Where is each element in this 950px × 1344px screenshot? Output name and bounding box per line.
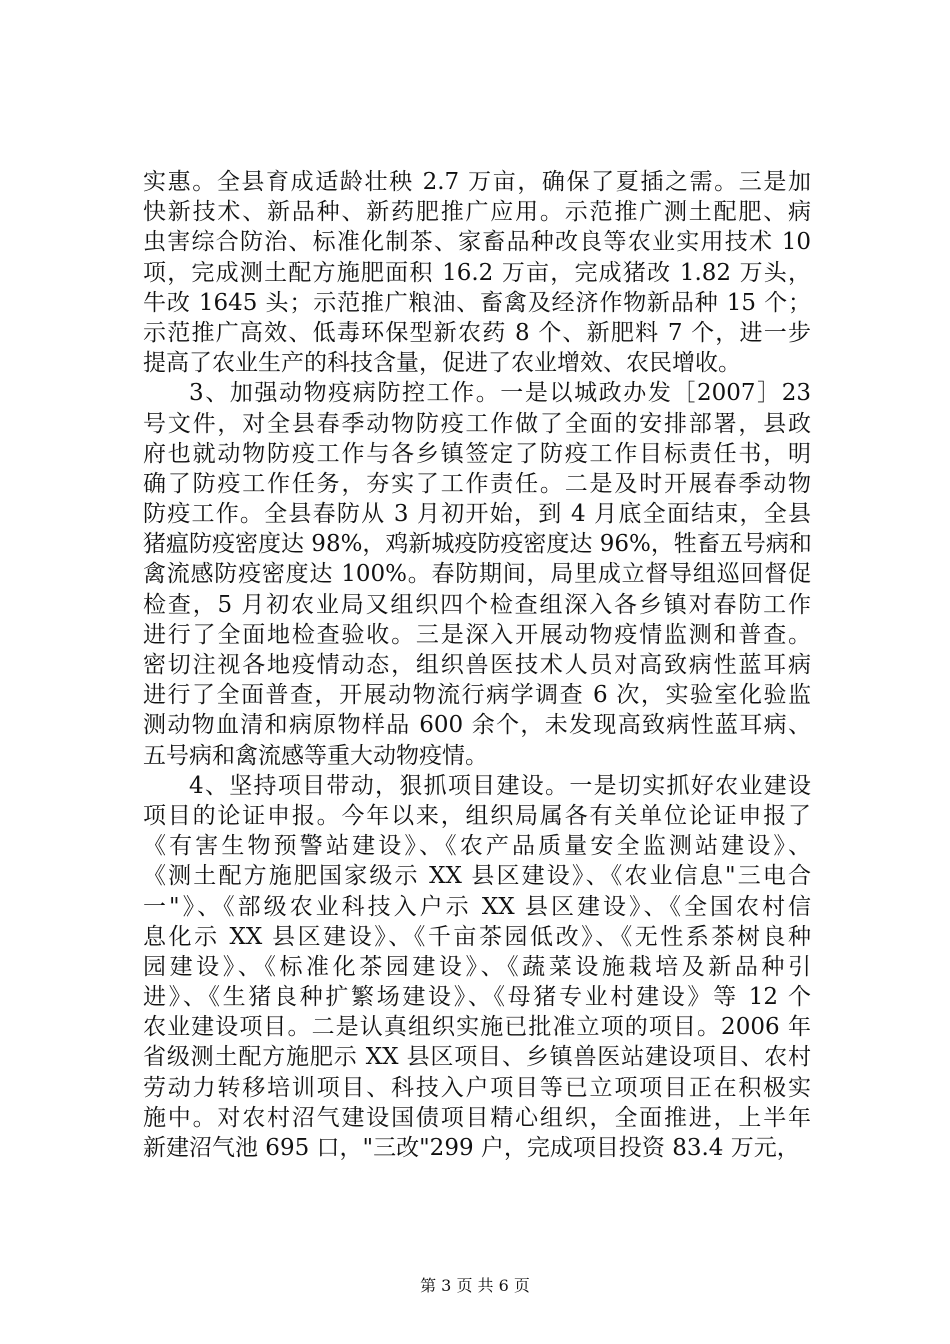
text-line: 防疫工作。全县春防从 3 月初开始，到 4 月底全面结束，全县 [143,501,811,528]
text-line: 《测土配方施肥国家级示 XX 县区建设》、《农业信息"三电合 [143,863,811,890]
text-line: 《有害生物预警站建设》、《农产品质量安全监测站建设》、 [143,833,811,860]
text-line: 猪瘟防疫密度达 98%，鸡新城疫防疫密度达 96%，牲畜五号病和 [143,531,812,558]
text-line: 3、加强动物疫病防控工作。一是以城政办发［2007］23 [189,380,811,407]
text-line: 4、坚持项目带动，狠抓项目建设。一是切实抓好农业建设 [189,772,811,799]
text-line: 虫害综合防治、标准化制茶、家畜品种改良等农业实用技术 10 [143,229,811,256]
document-body [143,167,811,1163]
text-line: 牛改 1645 头；示范推广粮油、畜禽及经济作物新品种 15 个； [143,289,811,316]
text-line: 新建沼气池 695 口，"三改"299 户，完成项目投资 83.4 万元， [143,1135,800,1161]
text-line: 五号病和禽流感等重大动物疫情。 [143,742,488,769]
text-line: 一"》、《部级农业科技入户示 XX 县区建设》、《全国农村信 [143,893,811,920]
text-line: 提高了农业生产的科技含量，促进了农业增效、农民增收。 [143,350,741,377]
text-line: 农业建设项目。二是认真组织实施已批准立项的项目。2006 年 [143,1014,811,1041]
text-line: 省级测土配方施肥示 XX 县区项目、乡镇兽医站建设项目、农村 [143,1044,811,1071]
page-footer: 第 3 页 共 6 页 [420,1276,530,1295]
text-line: 快新技术、新品种、新药肥推广应用。示范推广测土配肥、病 [143,199,811,226]
paragraph [143,167,811,378]
text-line: 示范推广高效、低毒环保型新农药 8 个、新肥料 7 个，进一步 [143,319,811,346]
text-line: 项，完成测土配方施肥面积 16.2 万亩，完成猪改 1.82 万头， [143,259,811,286]
text-line: 检查，5 月初农业局又组织四个检查组深入各乡镇对春防工作 [143,591,811,618]
text-line: 项目的论证申报。今年以来，组织局属各有关单位论证申报了 [143,802,811,829]
paragraph [143,378,811,770]
text-line: 实惠。全县育成适龄壮秧 2.7 万亩，确保了夏插之需。三是加 [143,169,811,195]
text-line: 进行了全面地检查验收。三是深入开展动物疫情监测和普查。 [143,621,811,648]
text-line: 进》、《生猪良种扩繁场建设》、《母猪专业村建设》等 12 个 [143,984,811,1011]
text-line: 劳动力转移培训项目、科技入户项目等已立项项目正在积极实 [143,1074,811,1101]
text-line: 禽流感防疫密度达 100%。春防期间，局里成立督导组巡回督促 [143,561,811,588]
text-line: 号文件，对全县春季动物防疫工作做了全面的安排部署，县政 [143,410,811,437]
text-line: 息化示 XX 县区建设》、《千亩茶园低改》、《无性系茶树良种 [143,923,811,950]
text-line: 确了防疫工作任务，夯实了工作责任。二是及时开展春季动物 [143,470,811,497]
text-line: 测动物血清和病原物样品 600 余个，未发现高致病性蓝耳病、 [143,712,811,739]
text-line: 进行了全面普查，开展动物流行病学调查 6 次，实验室化验监 [143,682,811,709]
paragraph [143,771,811,1163]
text-line: 府也就动物防疫工作与各乡镇签定了防疫工作目标责任书，明 [143,440,811,467]
text-line: 密切注视各地疫情动态，组织兽医技术人员对高致病性蓝耳病 [143,652,811,678]
text-line: 园建设》、《标准化茶园建设》、《蔬菜设施栽培及新品种引 [143,953,811,980]
text-line: 施中。对农村沼气建设国债项目精心组织，全面推进，上半年 [143,1104,811,1131]
